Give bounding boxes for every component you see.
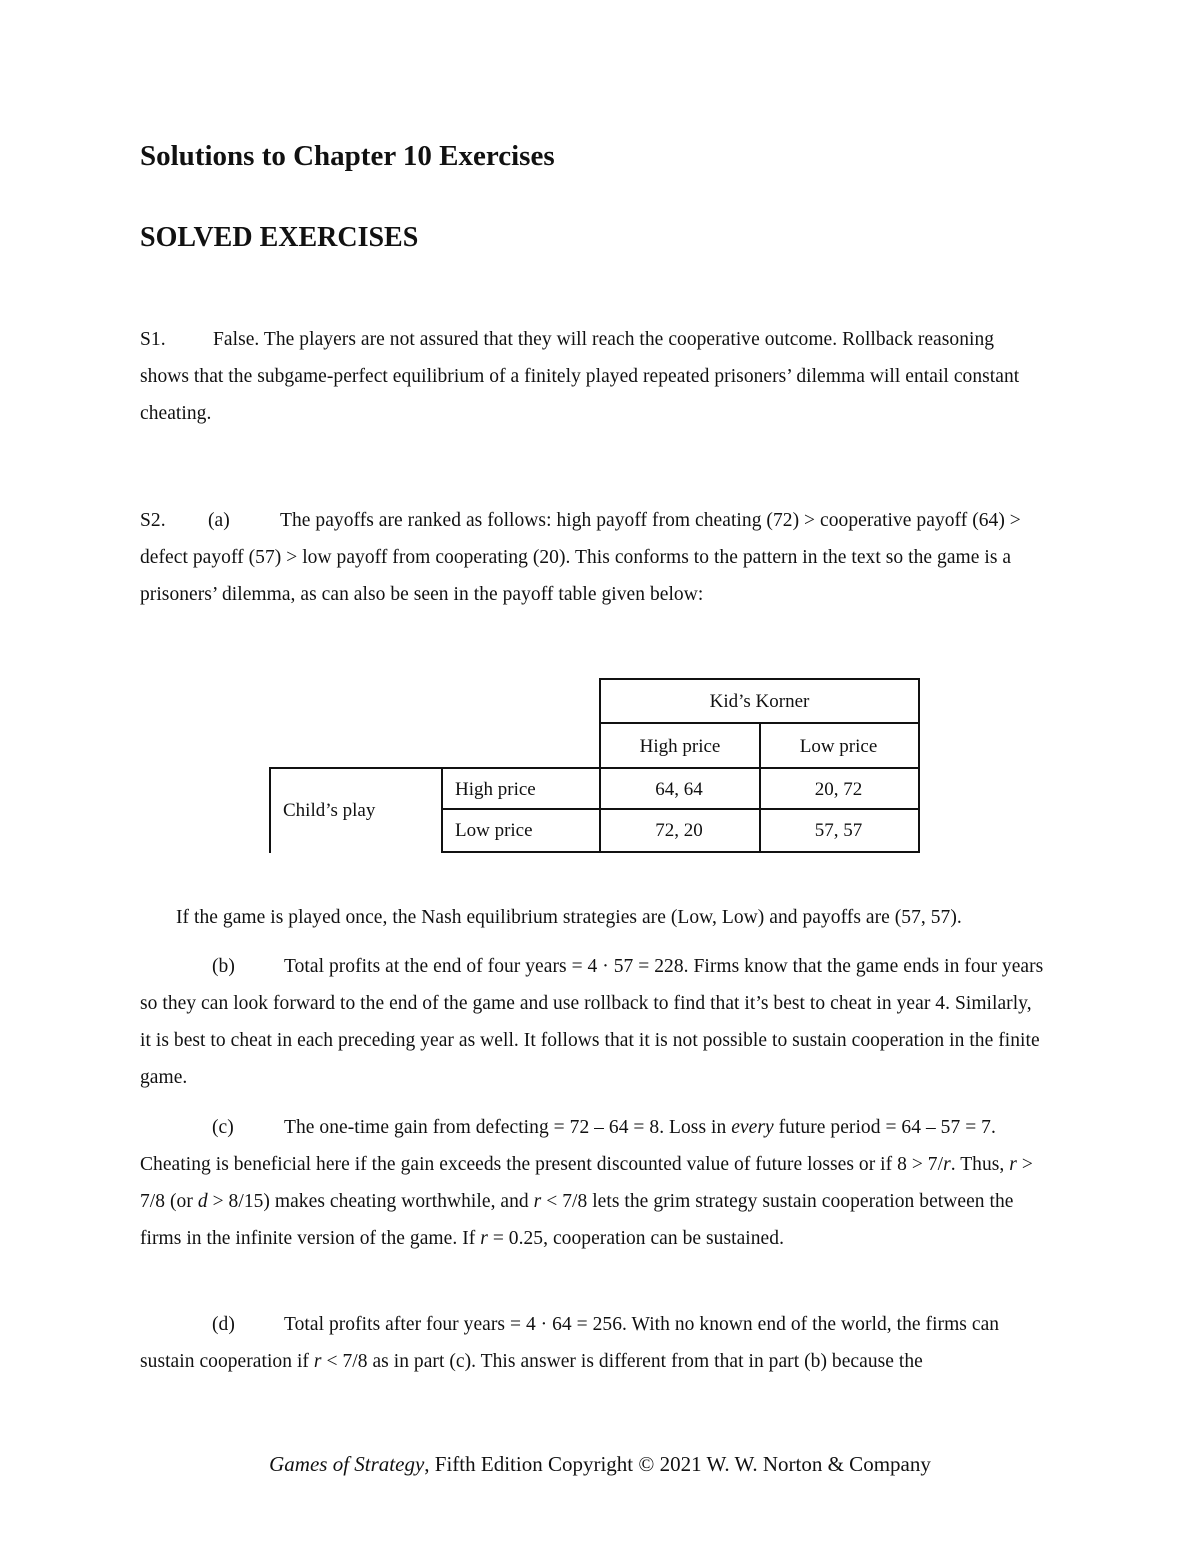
variable: r xyxy=(533,1191,542,1212)
exercise-s2-b xyxy=(140,948,1045,1096)
payoff-cell: 57, 57 xyxy=(759,808,920,853)
variable: r xyxy=(1009,1154,1017,1175)
part-text: Total profits after four years = 4 · 64 = 256. With no known end of the world, the firms can sustain cooperation if xyxy=(140,1314,1000,1372)
emphasis: every xyxy=(731,1117,774,1138)
variable: d xyxy=(197,1191,208,1212)
variable: r xyxy=(313,1351,322,1372)
exercise-s2-c xyxy=(140,1109,1045,1257)
variable: r xyxy=(480,1228,488,1249)
part-text: = 0.25, cooperation can be sustained. xyxy=(492,1228,784,1249)
part-text: < 7/8 as in part (c). This answer is different from that in part (b) because the xyxy=(326,1351,923,1372)
copyright-text: , Fifth Edition Copyright © 2021 W. W. Norton & Company xyxy=(424,1452,931,1476)
part-label: (d) xyxy=(212,1314,235,1335)
page-title: Solutions to Chapter 10 Exercises xyxy=(140,140,555,172)
part-label: (a) xyxy=(208,510,230,531)
book-title: Games of Strategy xyxy=(269,1452,425,1476)
part-text: < 7/8 lets the grim strategy sustain cooperation between the firms in the infinite version of the game. If xyxy=(140,1191,1014,1249)
exercise-number: S1. xyxy=(140,329,166,350)
row-header: Low price xyxy=(441,808,601,853)
part-text: > 7/8 (or xyxy=(140,1154,1033,1212)
part-text: The payoffs are ranked as follows: high payoff from cheating (72) > cooperative payoff (64) > defect payoff (57) > low payoff from cooperating (20). This conforms to the pattern in the text so the game is a prisoners’ dilemma, as can also be seen in the payoff table given below: xyxy=(140,510,1021,605)
payoff-cell: 72, 20 xyxy=(599,808,761,853)
column-player-label: Kid’s Korner xyxy=(599,678,920,724)
exercise-text: False. The players are not assured that they will reach the cooperative outcome. Rollback reasoning shows that the subgame-perfect equilibrium of a finitely played repeated prisoners’ dilemma will entail constant cheating. xyxy=(140,329,1020,424)
row-player-label: Child’s play xyxy=(269,767,443,853)
part-text: > 8/15) makes cheating worthwhile, and xyxy=(212,1191,529,1212)
page-footer xyxy=(0,1452,1200,1477)
payoff-cell: 20, 72 xyxy=(759,767,920,810)
part-text: Total profits at the end of four years = 4 · 57 = 228. Firms know that the game ends in four years so they can look forward to the end of the game and use rollback to find that it’s best to cheat in year 4. Similarly, it is best to cheat in each preceding year as well. It follows that it is not possible to sustain cooperation in the finite game. xyxy=(140,956,1044,1088)
exercise-number: S2. xyxy=(140,510,166,531)
part-text: future period = 64 – 57 = 7. Cheating is beneficial here if the gain exceeds the present discounted value of future losses or if 8 > 7/ xyxy=(140,1117,996,1175)
nash-equilibrium-note: If the game is played once, the Nash equilibrium strategies are (Low, Low) and payoffs are (57, 57). xyxy=(176,907,962,928)
exercise-s2-d xyxy=(140,1306,1045,1380)
part-label: (b) xyxy=(212,956,235,977)
part-text: . Thus, xyxy=(950,1154,1005,1175)
column-header: Low price xyxy=(759,722,920,769)
part-label: (c) xyxy=(212,1117,234,1138)
row-header: High price xyxy=(441,767,601,810)
payoff-cell: 64, 64 xyxy=(599,767,761,810)
column-header: High price xyxy=(599,722,761,769)
variable: r xyxy=(943,1154,951,1175)
section-heading: SOLVED EXERCISES xyxy=(140,222,419,253)
exercise-s1 xyxy=(140,321,1045,432)
exercise-s2-a xyxy=(140,502,1045,613)
part-text: The one-time gain from defecting = 72 – 64 = 8. Loss in xyxy=(284,1117,727,1138)
